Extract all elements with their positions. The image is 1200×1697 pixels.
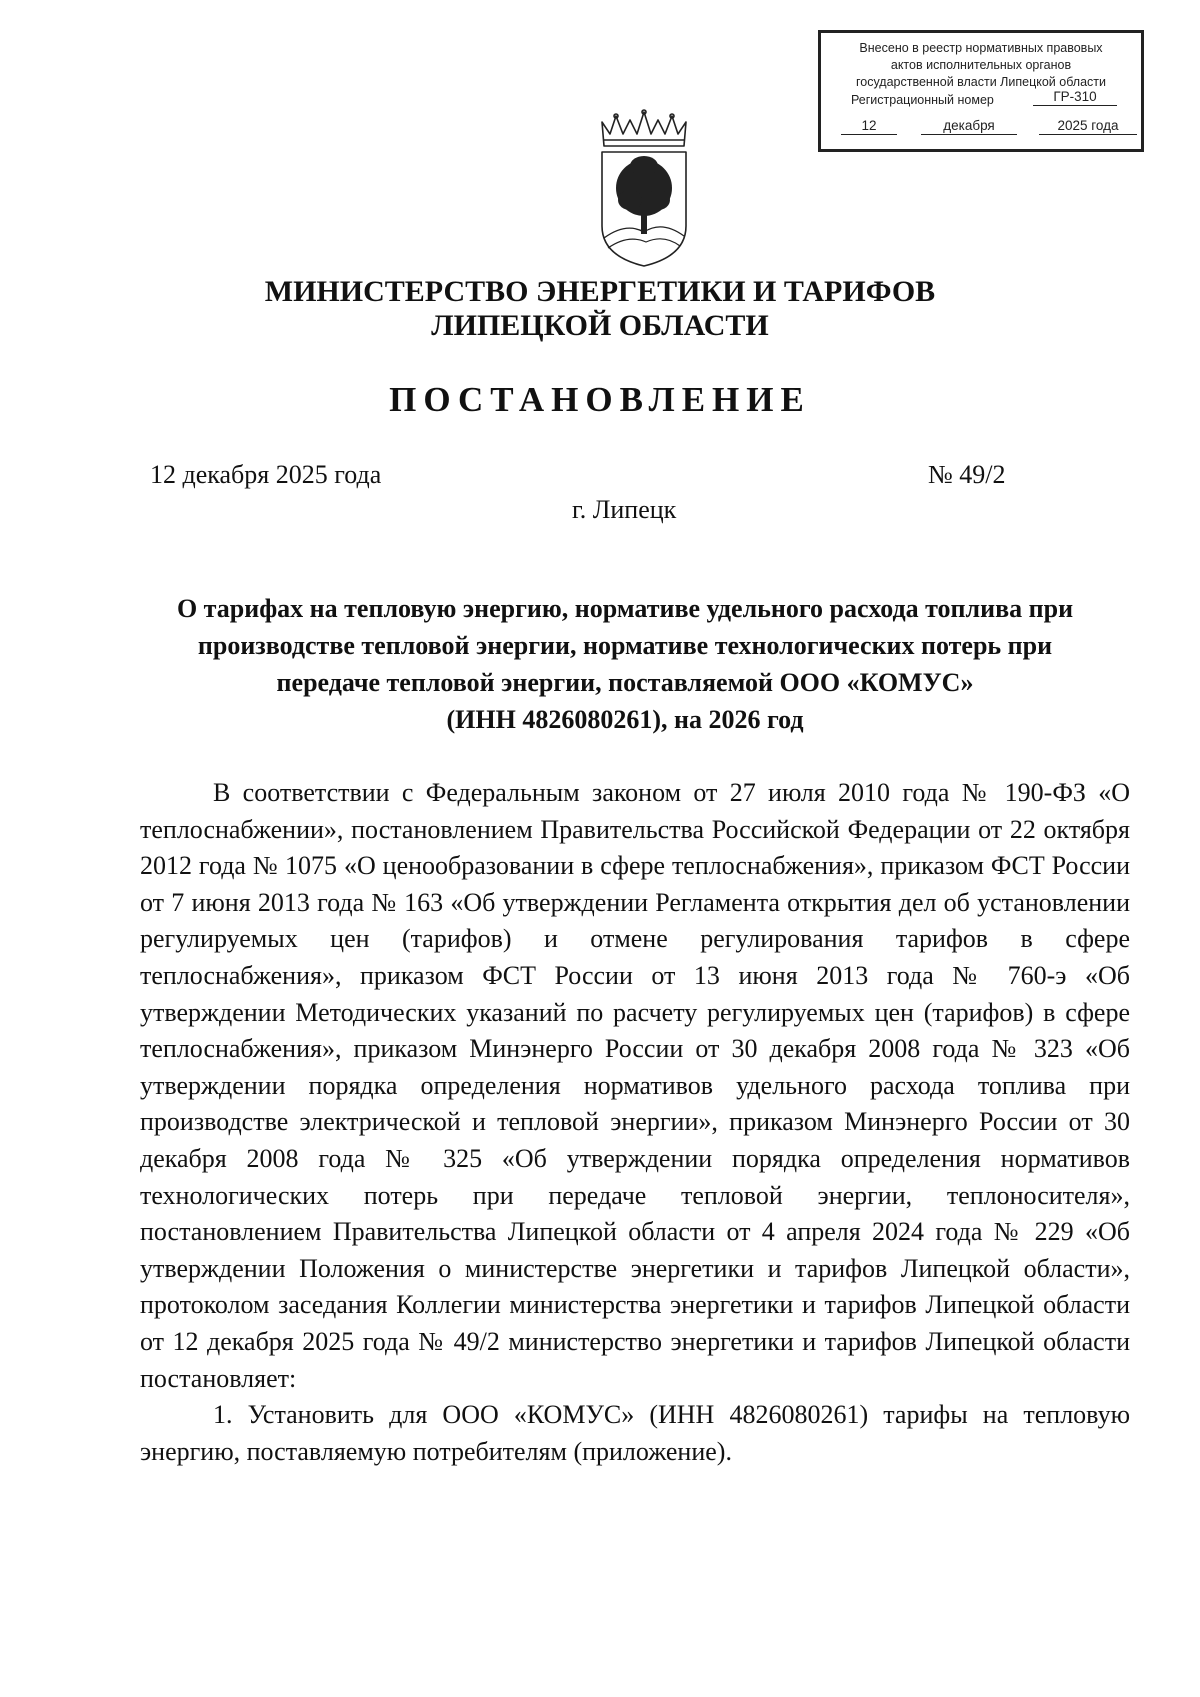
stamp-month: декабря	[921, 117, 1017, 135]
stamp-line-3: государственной власти Липецкой области	[855, 75, 1107, 89]
document-date: 12 декабря 2025 года	[150, 460, 382, 489]
stamp-registration-label: Регистрационный номер	[851, 93, 994, 107]
document-title	[130, 590, 1120, 738]
stamp-registration-row	[821, 89, 1141, 111]
document-city: г. Липецк	[572, 495, 677, 524]
stamp-line-1: Внесено в реестр нормативных правовых	[859, 41, 1103, 55]
title-line-1: О тарифах на тепловую энергию, нормативе удельного расхода топлива при	[176, 594, 1074, 623]
registry-stamp	[818, 30, 1144, 152]
ministry-name	[0, 275, 1200, 343]
stamp-line-2: актов исполнительных органов	[890, 58, 1072, 72]
stamp-registration-number: ГР-310	[1033, 88, 1117, 106]
title-line-2: производстве тепловой энергии, нормативе технологических потерь при	[197, 631, 1053, 660]
title-line-3: передаче тепловой энергии, поставляемой ООО «КОМУС»	[276, 668, 974, 697]
coat-of-arms-icon	[596, 108, 692, 270]
ministry-line-2: ЛИПЕЦКОЙ ОБЛАСТИ	[431, 309, 769, 342]
title-line-4: (ИНН 4826080261), на 2026 год	[446, 705, 804, 734]
ministry-line-1: МИНИСТЕРСТВО ЭНЕРГЕТИКИ И ТАРИФОВ	[264, 275, 936, 308]
stamp-day: 12	[841, 117, 897, 135]
document-number: № 49/2	[928, 460, 1006, 489]
preamble-paragraph: В соответствии с Федеральным законом от 27 июля 2010 года № 190-ФЗ «О теплоснабжении», постановлением Правительства Российской Федерации от 22 октября 2012 года № 1075 «О ценообразовании в сфере теплоснабжения», приказом ФСТ России от 7 июня 2013 года № 163 «Об утверждении Регламента открытия дел об установлении регулируемых цен (тарифов) и отмене регулирования тарифов в сфере теплоснабжения», приказом ФСТ России от 13 июня 2013 года № 760-э «Об утверждении Методических указаний по расчету регулируемых цен (тарифов) в сфере теплоснабжения», приказом Минэнерго России от 30 декабря 2008 года № 323 «Об утверждении порядка определения нормативов удельного расхода топлива при производстве электрической и тепловой энергии», приказом Минэнерго России от 30 декабря 2008 года № 325 «Об утверждении порядка определения нормативов технологических потерь при передаче тепловой энергии, теплоносителя», постановлением Правительства Липецкой области от 4 апреля 2024 года № 229 «Об утверждении Положения о министерстве энергетики и тарифов Липецкой области», протоколом заседания Коллегии министерства энергетики и тарифов Липецкой области от 12 декабря 2025 года № 49/2 министерство энергетики и тарифов Липецкой области постановляет:	[140, 778, 1130, 1393]
document-type: ПОСТАНОВЛЕНИЕ	[389, 380, 811, 419]
stamp-year: 2025 года	[1039, 117, 1137, 135]
stamp-date-row	[821, 117, 1141, 139]
clause-1-paragraph: 1. Установить для ООО «КОМУС» (ИНН 4826080261) тарифы на тепловую энергию, поставляемую потребителям (приложение).	[140, 1400, 1130, 1466]
document-body	[140, 775, 1130, 1470]
